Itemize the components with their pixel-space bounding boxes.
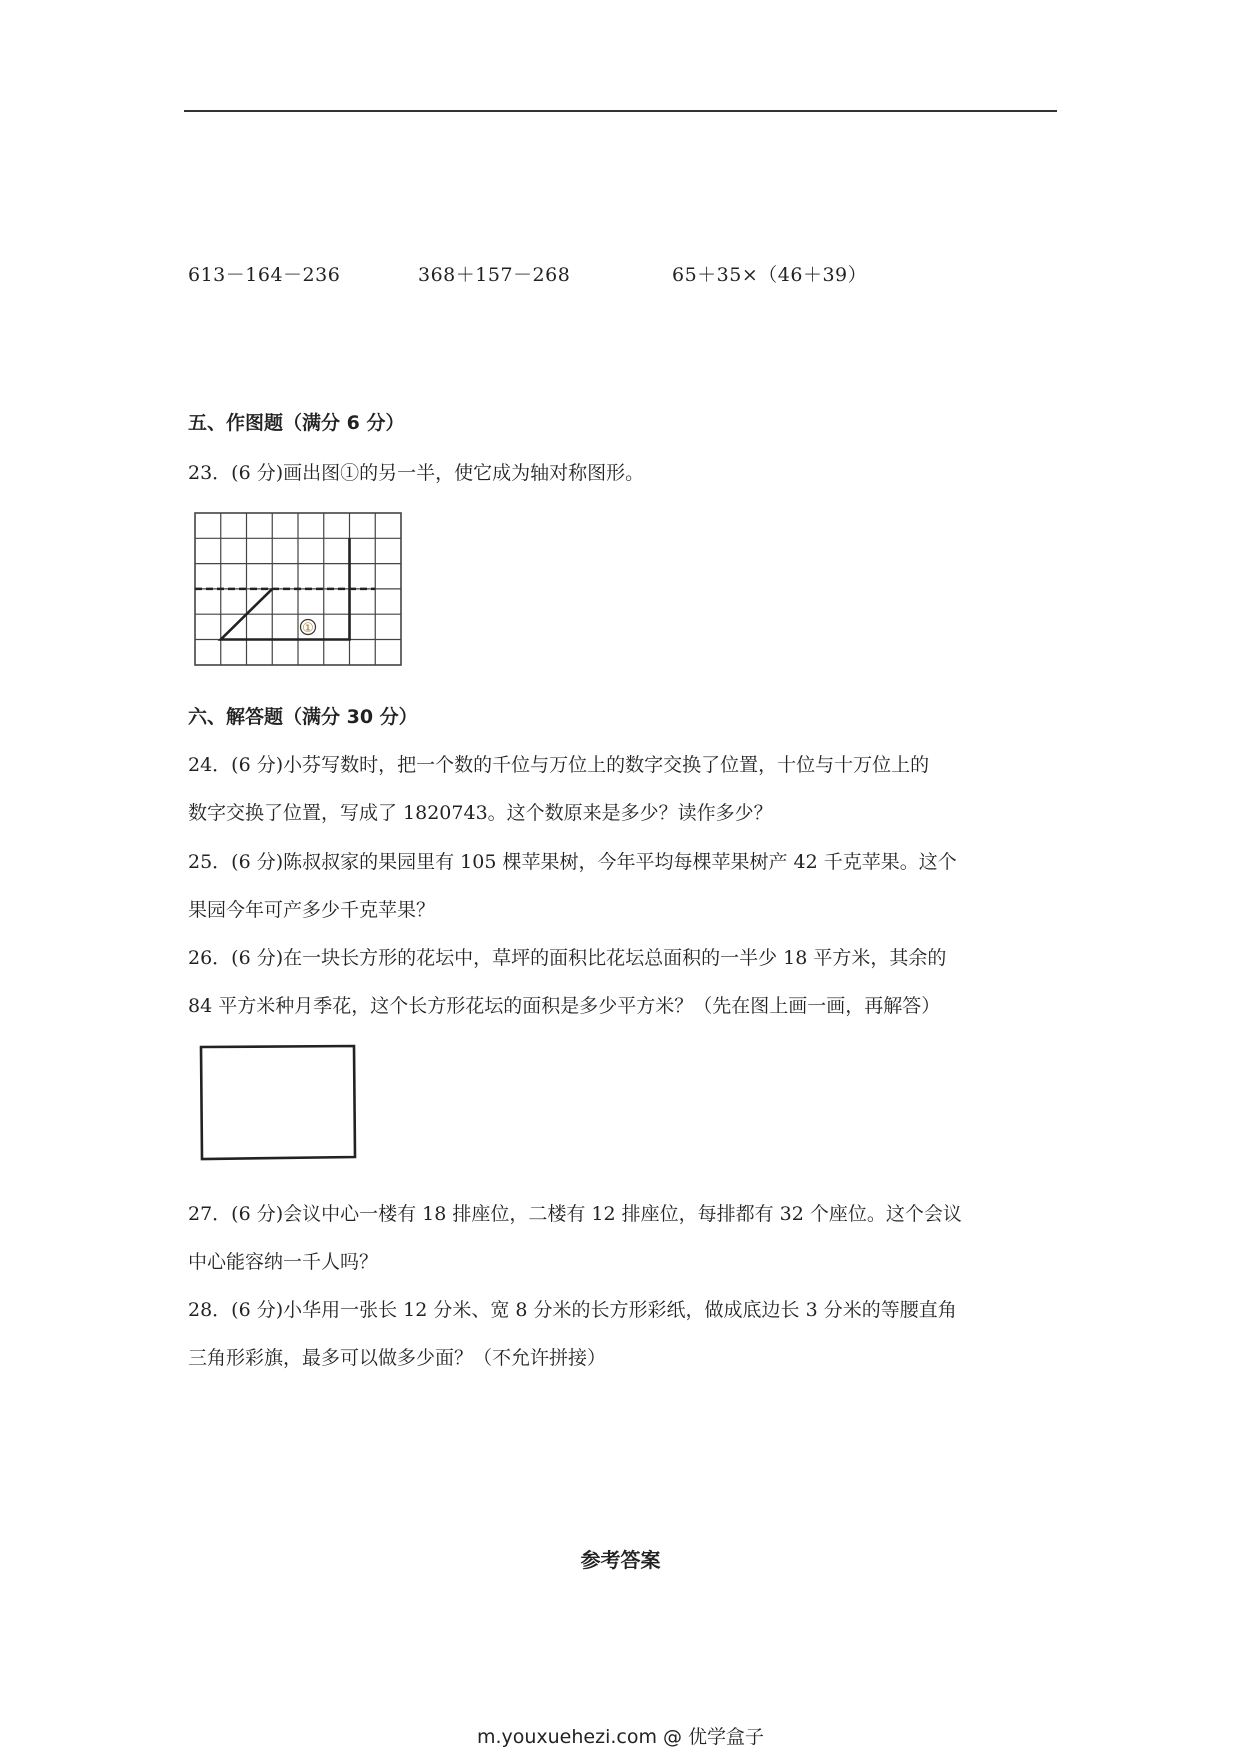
question-24-line-2: 数字交换了位置，写成了 1820743。这个数原来是多少？读作多少？ <box>188 802 773 824</box>
question-25-line-1: 25．(6 分)陈叔叔家的果园里有 105 棵苹果树，今年平均每棵苹果树产 42 千克苹果。这个 <box>188 851 957 873</box>
question-27-line-2: 中心能容纳一千人吗？ <box>188 1251 379 1273</box>
header-rule <box>184 110 1057 112</box>
question-25-line-2: 果园今年可产多少千克苹果？ <box>188 899 436 921</box>
footer-watermark: m.youxuehezi.com @ 优学盒子 <box>476 1726 765 1748</box>
answer-key-title: 参考答案 <box>580 1548 661 1572</box>
question-26-line-2: 84 平方米种月季花，这个长方形花坛的面积是多少平方米？（先在图上画一画，再解答） <box>188 995 941 1017</box>
question-23: 23．(6 分)画出图①的另一半，使它成为轴对称图形。 <box>188 462 645 484</box>
expression-1: 613－164－236 <box>188 264 341 286</box>
flowerbed-rectangle-figure <box>199 1044 357 1161</box>
figure-label: ① <box>302 621 314 636</box>
question-28-line-1: 28．(6 分)小华用一张长 12 分米、宽 8 分米的长方形彩纸，做成底边长 3 分米的等腰直角 <box>188 1299 957 1321</box>
symmetry-grid-figure <box>194 512 402 666</box>
expression-2: 368＋157－268 <box>418 264 571 286</box>
expression-3: 65＋35×（46＋39） <box>672 264 868 286</box>
question-27-line-1: 27．(6 分)会议中心一楼有 18 排座位，二楼有 12 排座位，每排都有 32 个座位。这个会议 <box>188 1203 962 1225</box>
question-28-line-2: 三角形彩旗，最多可以做多少面？（不允许拼接） <box>188 1347 607 1369</box>
question-26-line-1: 26．(6 分)在一块长方形的花坛中，草坪的面积比花坛总面积的一半少 18 平方米，其余的 <box>188 947 947 969</box>
section-5-heading: 五、作图题（满分 6 分） <box>188 412 405 434</box>
question-24-line-1: 24．(6 分)小芬写数时，把一个数的千位与万位上的数字交换了位置，十位与十万位上的 <box>188 754 930 776</box>
section-6-heading: 六、解答题（满分 30 分） <box>188 706 418 728</box>
